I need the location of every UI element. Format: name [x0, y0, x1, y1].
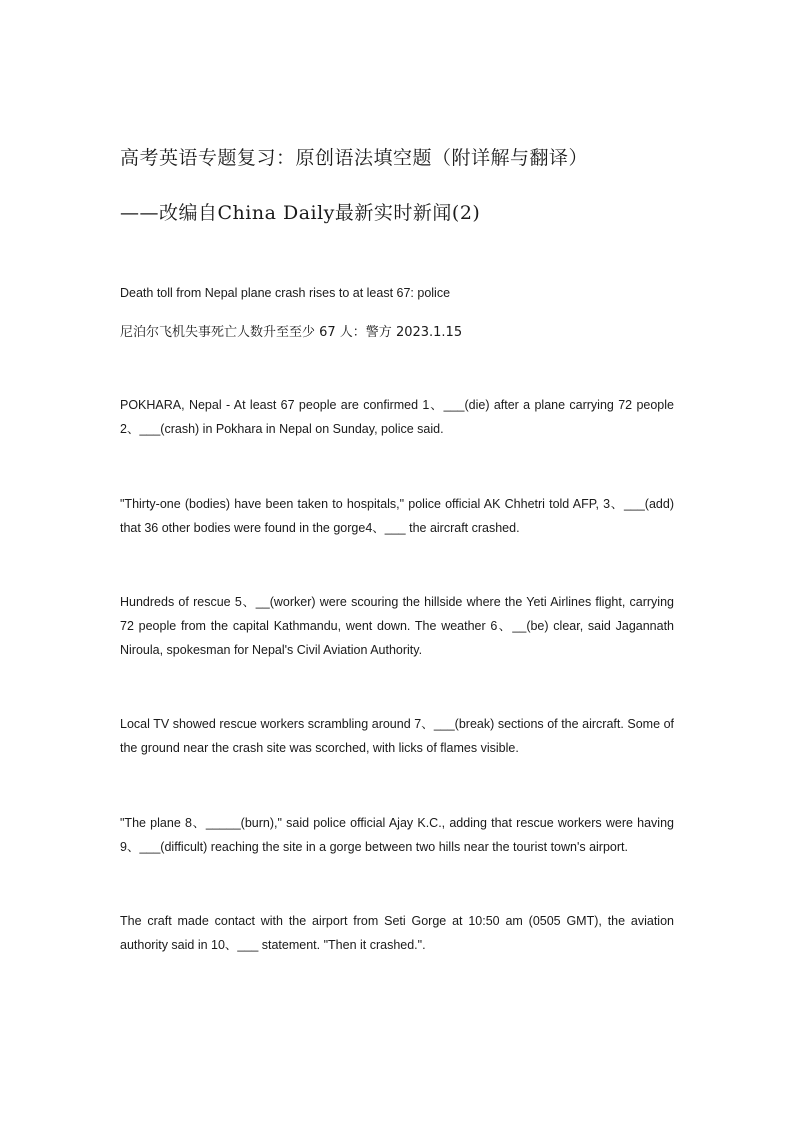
- paragraph-1: POKHARA, Nepal - At least 67 people are confirmed 1、___(die) after a plane carrying 72 people 2、___(crash) in Pokhara in Nepal on Sunday, police said.: [120, 398, 674, 436]
- paragraph-3: Hundreds of rescue 5、__(worker) were scouring the hillside where the Yeti Airlines flight, carrying 72 people from the capital Kathmandu, went down. The weather 6、__(be) clear, said Jagannath Niroula, spokesman for Nepal's Civil Aviation Authority.: [120, 595, 674, 657]
- paragraph-2: "Thirty-one (bodies) have been taken to hospitals," police official AK Chhetri told AFP, 3、___(add) that 36 other bodies were found in the gorge4、___ the aircraft crashed.: [120, 497, 674, 535]
- news-headline-chinese: 尼泊尔飞机失事死亡人数升至至少 67 人：警方 2023.1.15: [120, 325, 463, 340]
- document-subtitle: ——改编自China Daily最新实时新闻(2): [120, 202, 481, 224]
- paragraph-4: Local TV showed rescue workers scrambling around 7、___(break) sections of the aircraft. Some of the ground near the crash site was scorched, with licks of flames visible.: [120, 717, 674, 755]
- paragraph-5: "The plane 8、_____(burn)," said police official Ajay K.C., adding that rescue workers were having 9、___(difficult) reaching the site in a gorge between two hills near the tourist town's airport.: [120, 816, 674, 854]
- paragraph-6: The craft made contact with the airport from Seti Gorge at 10:50 am (0505 GMT), the aviation authority said in 10、___ statement. "Then it crashed.".: [120, 914, 674, 952]
- document-title: 高考英语专题复习：原创语法填空题（附详解与翻译）: [120, 147, 589, 169]
- news-headline-english: Death toll from Nepal plane crash rises to at least 67: police: [120, 286, 451, 300]
